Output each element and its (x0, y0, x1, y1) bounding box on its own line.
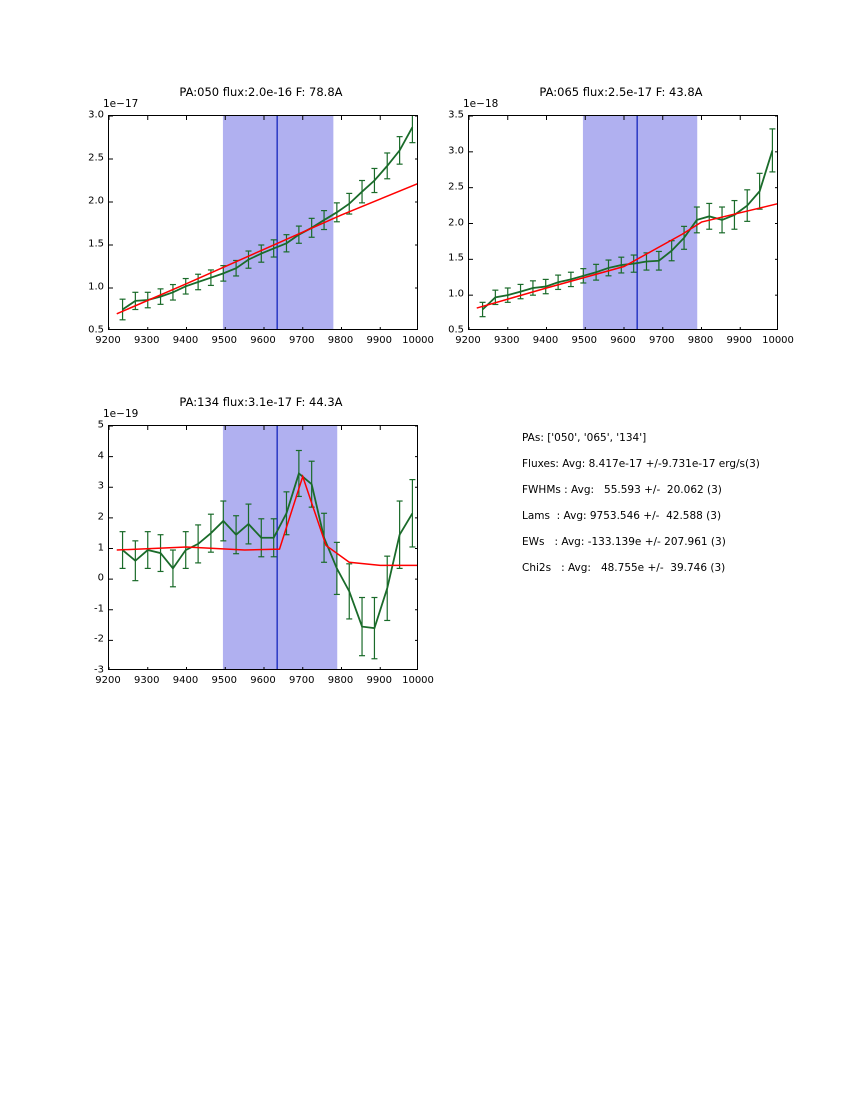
panel-pa134 (80, 380, 420, 700)
panel-pa065 (440, 70, 780, 370)
y-tick-label: 2.0 (448, 217, 464, 228)
panel-pa065-exponent: 1e−18 (463, 98, 499, 110)
x-tick-label: 9800 (327, 675, 354, 686)
stats-line-fwhms: FWHMs : Avg: 55.593 +/- 20.062 (3) (522, 484, 722, 496)
stats-line-chi2s: Chi2s : Avg: 48.755e +/- 39.746 (3) (522, 562, 726, 574)
x-tick-label: 9800 (327, 335, 354, 346)
y-tick-label: 0.5 (448, 324, 464, 336)
x-tick-label: 9500 (211, 675, 237, 686)
x-tick-label: 9400 (172, 335, 199, 346)
stats-line-pas: PAs: ['050', '065', '134'] (522, 432, 647, 444)
y-tick-label: 3.5 (448, 109, 464, 121)
x-tick-label: 9900 (726, 335, 752, 346)
y-tick-label: -3 (94, 664, 104, 676)
panel-pa050-title-line1: PA:050 flux:2.0e-16 F: 78.8A (179, 85, 343, 99)
x-tick-label: 9600 (250, 675, 276, 686)
y-tick-label: 5 (97, 419, 104, 431)
y-tick-label: 1.5 (88, 238, 104, 250)
y-tick-label: 2.5 (448, 181, 464, 193)
panel-pa134-title-line1: PA:134 flux:3.1e-17 F: 44.3A (179, 395, 343, 409)
x-tick-label: 9200 (95, 335, 121, 346)
x-tick-label: 9400 (172, 675, 199, 686)
x-tick-label: 9600 (610, 335, 636, 346)
x-tick-label: 9700 (649, 335, 675, 346)
panel-pa134-axes[interactable] (108, 425, 418, 670)
x-tick-label: 9900 (366, 335, 392, 346)
shaded-band (223, 116, 333, 330)
y-tick-label: 1.5 (448, 252, 464, 264)
stats-line-fluxes: Fluxes: Avg: 8.417e-17 +/-9.731e-17 erg/s(3) (522, 458, 760, 470)
x-tick-label: 9300 (134, 675, 160, 686)
y-tick-label: 3.0 (88, 109, 104, 121)
y-tick-label: 2.0 (88, 195, 104, 207)
y-tick-label: 0.5 (88, 324, 104, 336)
panel-pa050-exponent: 1e−17 (103, 98, 139, 110)
panel-pa134-exponent: 1e−19 (103, 408, 139, 420)
y-tick-label: -2 (94, 633, 104, 645)
panel-pa050-axes[interactable] (108, 115, 418, 330)
y-tick-label: 1 (97, 542, 104, 553)
x-tick-label: 9200 (95, 675, 121, 686)
y-tick-label: 3 (97, 480, 104, 492)
x-tick-label: 10000 (402, 675, 434, 686)
stats-line-lams: Lams : Avg: 9753.546 +/- 42.588 (3) (522, 510, 722, 522)
x-tick-label: 10000 (402, 335, 434, 346)
x-tick-label: 9500 (211, 335, 237, 346)
y-tick-label: 1.0 (448, 288, 464, 300)
x-tick-label: 9300 (494, 335, 520, 346)
x-tick-label: 9600 (250, 335, 276, 346)
summary-stats (522, 432, 822, 588)
y-tick-label: 2.5 (88, 152, 104, 164)
x-tick-label: 9300 (134, 335, 160, 346)
x-tick-label: 9700 (289, 675, 315, 686)
x-tick-label: 9200 (455, 335, 481, 346)
y-tick-label: 4 (97, 450, 104, 462)
y-tick-label: 3.0 (448, 145, 464, 157)
x-tick-label: 9400 (532, 335, 559, 346)
x-tick-label: 9800 (687, 335, 714, 346)
y-tick-label: 1.0 (88, 281, 104, 293)
shaded-band (583, 116, 697, 330)
x-tick-label: 9500 (571, 335, 597, 346)
panel-pa050 (80, 70, 420, 370)
x-tick-label: 9900 (366, 675, 392, 686)
panel-pa065-axes[interactable] (468, 115, 778, 330)
y-tick-label: 2 (97, 511, 104, 523)
x-tick-label: 10000 (762, 335, 794, 346)
stats-line-ews: EWs : Avg: -133.139e +/- 207.961 (3) (522, 536, 726, 548)
y-tick-label: 0 (97, 572, 104, 584)
panel-pa065-title-line1: PA:065 flux:2.5e-17 F: 43.8A (539, 85, 703, 99)
x-tick-label: 9700 (289, 335, 315, 346)
y-tick-label: -1 (94, 603, 104, 615)
